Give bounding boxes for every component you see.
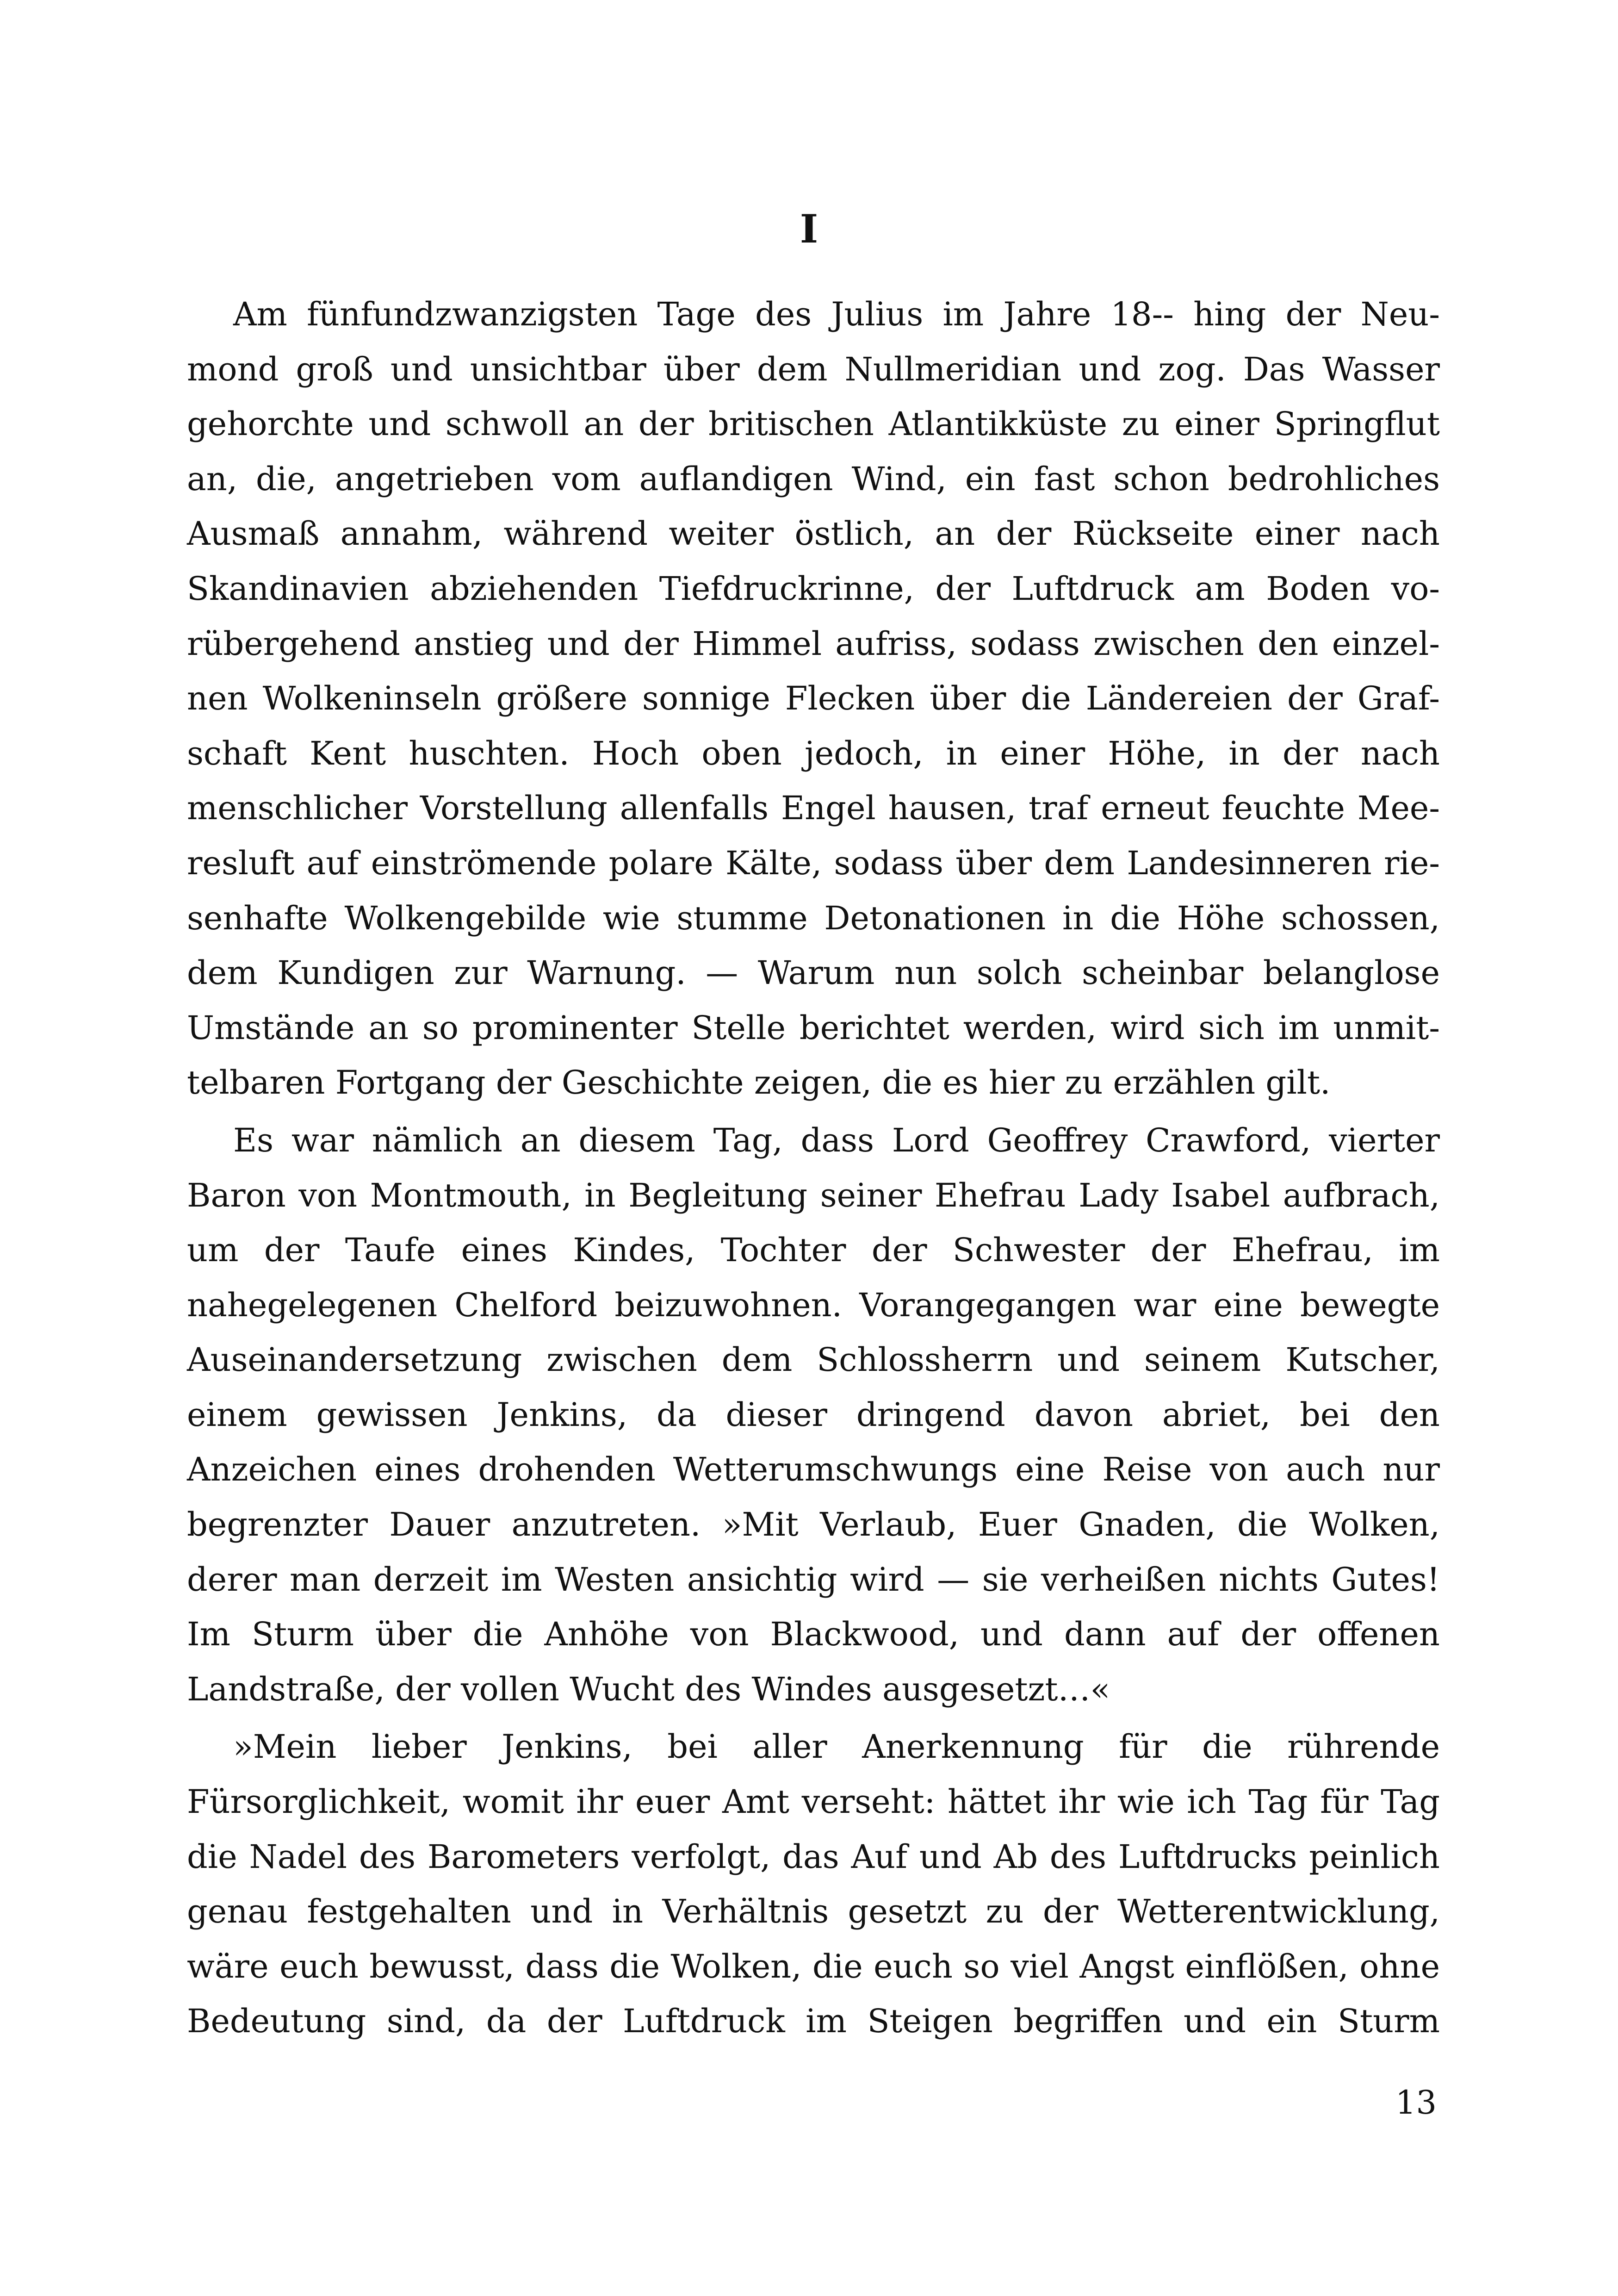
text-line: Am fünfundzwanzigsten Tage des Julius im Jahre 18-- hing der Neu- xyxy=(233,295,1440,333)
paragraph-1 xyxy=(187,287,1440,1110)
text-line: gehorchte und schwoll an der britischen Atlantikküste zu einer Springflut xyxy=(187,405,1440,443)
text-line: um der Taufe eines Kindes, Tochter der Schwester der Ehefrau, im xyxy=(187,1231,1440,1269)
text-line: nahegelegenen Chelford beizuwohnen. Vorangegangen war eine bewegte xyxy=(187,1286,1440,1324)
text-line: Anzeichen eines drohenden Wetterumschwungs eine Reise von auch nur xyxy=(187,1450,1440,1489)
text-line: Umstände an so prominenter Stelle berichtet werden, wird sich im unmit- xyxy=(187,1008,1440,1047)
text-line: menschlicher Vorstellung allenfalls Engel hausen, traf erneut feuchte Mee- xyxy=(187,789,1440,828)
text-line: Ausmaß annahm, während weiter östlich, an der Rückseite einer nach xyxy=(187,515,1440,553)
text-line: an, die, angetrieben vom auflandigen Wind, ein fast schon bedrohliches xyxy=(187,460,1440,498)
text-line: »Mein lieber Jenkins, bei aller Anerkennung für die rührende xyxy=(233,1728,1440,1766)
text-line: resluft auf einströmende polare Kälte, sodass über dem Landesinneren rie- xyxy=(187,844,1440,882)
text-line: begrenzter Dauer anzutreten. »Mit Verlaub, Euer Gnaden, die Wolken, xyxy=(187,1506,1440,1544)
text-line: einem gewissen Jenkins, da dieser dringend davon abriet, bei den xyxy=(187,1395,1440,1434)
text-line: die Nadel des Barometers verfolgt, das Auf und Ab des Luftdrucks peinlich xyxy=(187,1837,1440,1876)
text-line: schaft Kent huschten. Hoch oben jedoch, in einer Höhe, in der nach xyxy=(187,734,1440,772)
text-line: genau festgehalten und in Verhältnis gesetzt zu der Wetterentwicklung, xyxy=(187,1892,1440,1931)
text-line: nen Wolkeninseln größere sonnige Flecken über die Ländereien der Graf- xyxy=(187,679,1440,718)
chapter-heading: I xyxy=(800,206,818,252)
text-line: Fürsorglichkeit, womit ihr euer Amt verseht: hättet ihr wie ich Tag für Tag xyxy=(187,1783,1440,1821)
text-line: telbaren Fortgang der Geschichte zeigen, die es hier zu erzählen gilt. xyxy=(187,1064,1331,1102)
text-line: Skandinavien abziehenden Tiefdruckrinne, der Luftdruck am Boden vo- xyxy=(187,569,1440,608)
body-text xyxy=(187,287,1440,2049)
text-line: senhafte Wolkengebilde wie stumme Detonationen in die Höhe schossen, xyxy=(187,899,1440,937)
text-line: Es war nämlich an diesem Tag, dass Lord Geoffrey Crawford, vierter xyxy=(233,1121,1440,1159)
text-line: wäre euch bewusst, dass die Wolken, die euch so viel Angst einflößen, ohne xyxy=(187,1947,1440,1985)
text-line: Auseinandersetzung zwischen dem Schlossherrn und seinem Kutscher, xyxy=(187,1341,1440,1379)
text-line: Landstraße, der vollen Wucht des Windes ausgesetzt…« xyxy=(187,1670,1110,1708)
text-line: Im Sturm über die Anhöhe von Blackwood, und dann auf der offenen xyxy=(187,1615,1440,1654)
text-line: Bedeutung sind, da der Luftdruck im Steigen begriffen und ein Sturm xyxy=(187,2002,1440,2041)
text-line: dem Kundigen zur Warnung. — Warum nun solch scheinbar belanglose xyxy=(187,954,1440,992)
paragraph-2 xyxy=(187,1113,1440,1717)
text-line: Baron von Montmouth, in Begleitung seiner Ehefrau Lady Isabel aufbrach, xyxy=(187,1176,1440,1214)
text-line: mond groß und unsichtbar über dem Nullmeridian und zog. Das Wasser xyxy=(187,350,1440,388)
paragraph-3 xyxy=(187,1719,1440,2049)
page-number: 13 xyxy=(1395,2084,1437,2122)
text-line: derer man derzeit im Westen ansichtig wird — sie verheißen nichts Gutes! xyxy=(187,1560,1440,1599)
text-line: rübergehend anstieg und der Himmel aufriss, sodass zwischen den einzel- xyxy=(187,624,1440,663)
